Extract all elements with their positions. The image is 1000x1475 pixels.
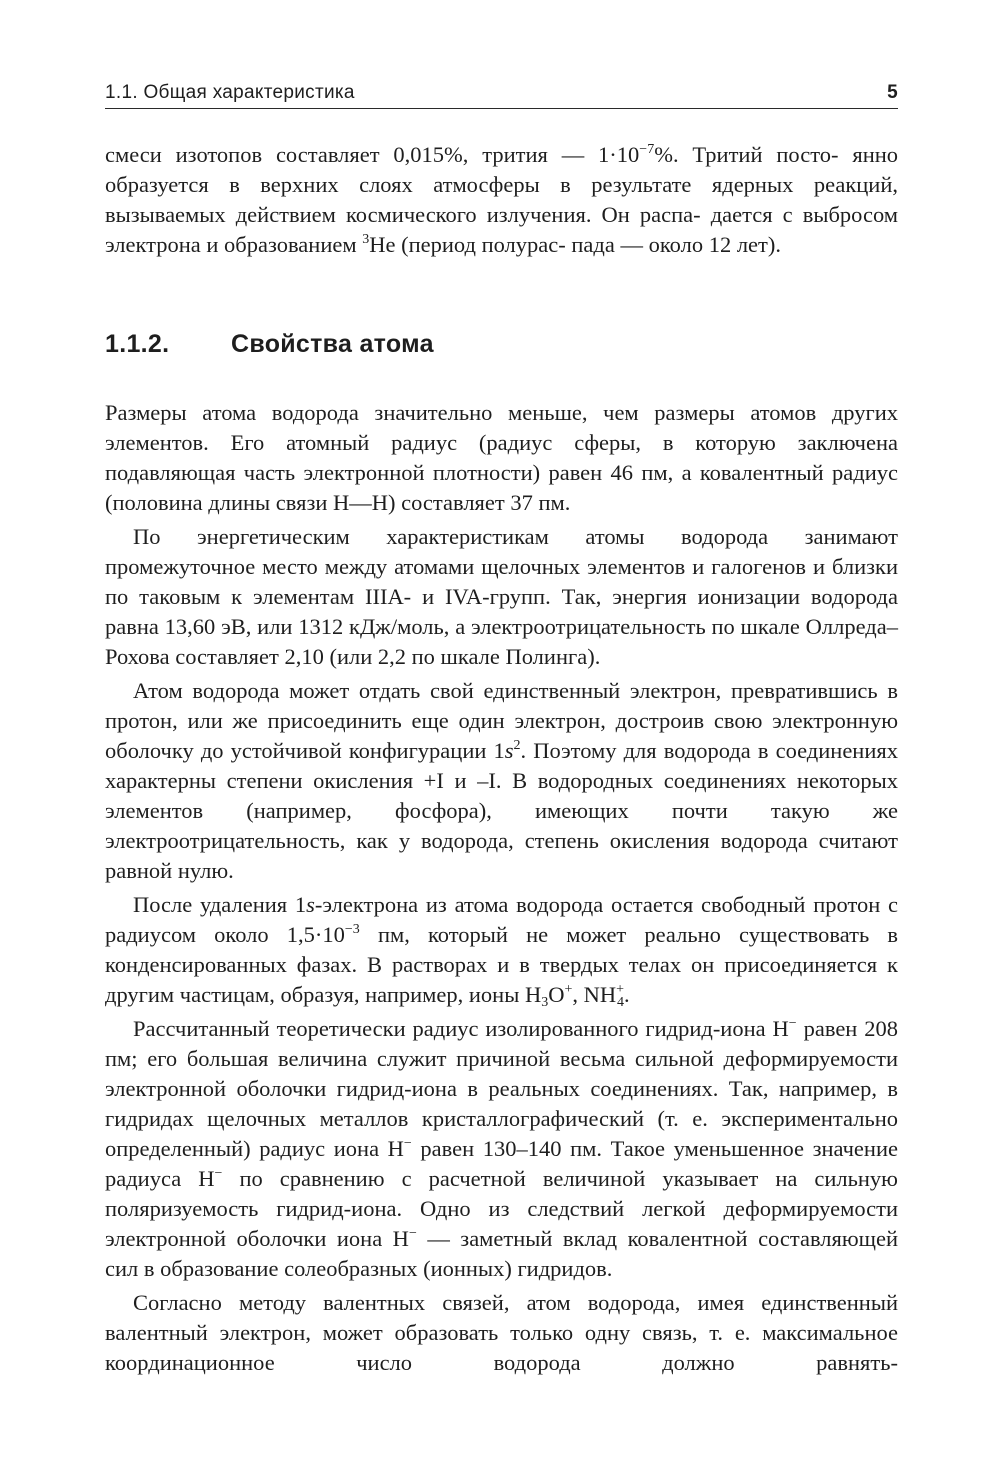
charge: − [403, 1136, 412, 1151]
section-heading [105, 330, 898, 359]
running-header [105, 80, 898, 109]
text-run: , NH [572, 982, 617, 1007]
text-run: по сравнению с расчетной величиной указывает на сильную поляризуемость гидрид-иона. Одно из следствий легкой деформируемости электронной оболочки иона H [105, 1166, 898, 1251]
paragraph-3 [105, 676, 898, 886]
text-run: дается с выбросом электрона и образованием [105, 202, 898, 257]
text-run: равен 130–140 пм. Такое уменьшенное значение радиуса H [105, 1136, 898, 1191]
charge: − [214, 1166, 223, 1181]
text-run: Рассчитанный теоретически радиус изолированного гидрид-иона H [133, 1016, 789, 1041]
subscript: 4 [617, 995, 625, 1010]
section-number: 1.1.2. [105, 330, 170, 358]
text-run: %. Тритий посто- [654, 142, 839, 167]
paragraph-5 [105, 1014, 898, 1284]
text-run: После удаления 1 [133, 892, 307, 917]
isotope-mass: 3 [362, 232, 370, 247]
text-run: равен 208 пм; его большая величина служит причиной весьма сильной деформируемости электронной оболочки гидрид-иона в реальных соединениях. Так, например, в гидридах щелочных металлов кристаллографический (т. е. экспериментально определенный) радиус иона H [105, 1016, 898, 1161]
text-run: -электрона из атома водорода остается свободный протон с радиусом около 1,5·10 [105, 892, 899, 947]
text-run: янно образуется в верхних слоях атмосферы в результате ядерных [105, 142, 899, 197]
text-run: пада — около 12 лет). [571, 232, 781, 257]
orbital-symbol: s [306, 892, 315, 917]
text-run: O [548, 982, 565, 1007]
section-title: Свойства атома [231, 330, 434, 358]
text-run: He (период полурас- [369, 232, 566, 257]
text-run: реакций, вызываемых действием космического излучения. Он распа- [105, 172, 899, 227]
paragraph-4 [105, 890, 898, 1010]
text-run: пм, который не может реально существовать в конденсированных фазах. В растворах и в твердых телах он присоединяется к другим частицам, образуя, например, ионы H [105, 922, 898, 1007]
subscript: 3 [541, 995, 549, 1010]
continuation-paragraph [105, 140, 898, 260]
text-run: — заметный вклад ковалентной составляющей сил в образование солеобразных (ионных) гидридов. [105, 1226, 899, 1281]
exponent: −3 [344, 922, 360, 937]
text-run: . [624, 982, 630, 1007]
charge: + [616, 982, 625, 997]
text-run: . Поэтому для водорода в соединениях характерны степени окисления +I и –I. В водородных соединениях некоторых элементов (например, фосфора), имеющих почти такую же электроотрицательность, как у водорода, степень окисления водорода считают равной нулю. [105, 738, 898, 883]
page-number: 5 [887, 82, 898, 103]
running-title: 1.1. Общая характеристика [105, 82, 355, 103]
exponent: 2 [513, 738, 521, 753]
section-body [105, 398, 898, 1378]
text-run: смеси изотопов составляет 0,015%, трития — 1·10 [105, 142, 640, 167]
charge: − [788, 1016, 797, 1031]
paragraph-2: По энергетическим характеристикам атомы водорода занимают промежуточное место между атомами щелочных элементов и галогенов и близки по таковым к элементам IIIA- и IVA-групп. Так, энергия ионизации водорода равна 13,60 эВ, или 1312 кДж/моль, а электроотрицательность по шкале Оллреда–Рохова составляет 2,10 (или 2,2 по шкале Полинга). [105, 524, 898, 669]
charge: + [564, 982, 573, 997]
text-run: Атом водорода может отдать свой единственный электрон, превратившись в протон, или же присоединить еще один электрон, достроив свою электронную оболочку до устойчивой конфигурации 1 [105, 678, 898, 763]
orbital-symbol: s [504, 738, 514, 763]
continuation-text [105, 140, 898, 260]
exponent: −7 [639, 142, 655, 157]
paragraph-6: Согласно методу валентных связей, атом водорода, имея единственный валентный электрон, может образовать только одну связь, т. е. максимальное координационное число водорода должно равнять- [105, 1290, 898, 1375]
paragraph-1: Размеры атома водорода значительно меньше, чем размеры атомов других элементов. Его атомный радиус (радиус сферы, в которую заключена подавляющая часть электронной плотности) равен 46 пм, а ковалентный радиус (половина длины связи Н—Н) составляет 37 пм. [105, 400, 898, 515]
charge: − [408, 1226, 417, 1241]
